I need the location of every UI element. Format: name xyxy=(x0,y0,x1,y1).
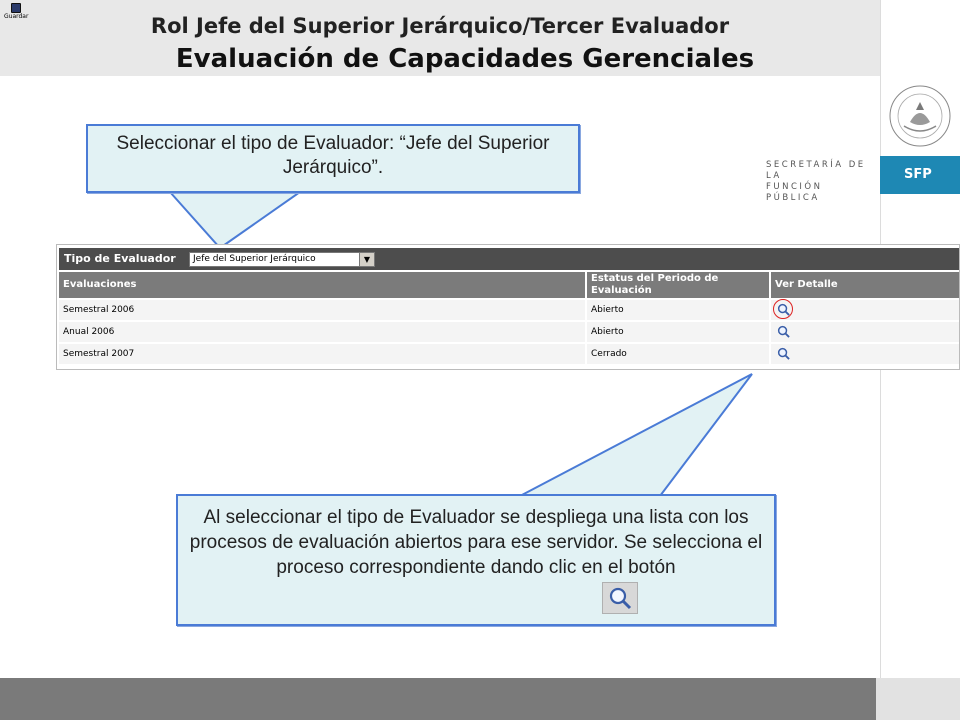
column-header-estatus: Estatus del Periodo de Evaluación xyxy=(587,272,769,298)
table-cell-detalle xyxy=(771,322,959,342)
institution-line-2: FUNCIÓN PÚBLICA xyxy=(766,182,823,203)
callout-open-processes-text: Al seleccionar el tipo de Evaluador se despliega una lista con los procesos de evaluación abiertos para ese servidor. Se selecciona el proceso correspondiente dando clic en el botón xyxy=(189,507,763,578)
column-header-detalle: Ver Detalle xyxy=(771,272,959,298)
evaluator-type-value: Jefe del Superior Jerárquico xyxy=(193,254,316,264)
footer-band xyxy=(0,678,876,720)
evaluator-type-row xyxy=(59,248,959,270)
magnifier-icon[interactable] xyxy=(777,303,790,316)
column-header-evaluaciones: Evaluaciones xyxy=(59,272,585,298)
evaluator-type-select[interactable] xyxy=(189,252,375,267)
table-cell-estatus: Abierto xyxy=(587,300,769,320)
chevron-down-icon[interactable]: ▼ xyxy=(359,253,374,266)
page-title-role: Rol Jefe del Superior Jerárquico/Tercer Evaluador xyxy=(150,14,730,38)
evaluator-type-label: Tipo de Evaluador xyxy=(64,252,176,265)
magnifier-icon xyxy=(603,583,637,613)
magnifier-icon[interactable] xyxy=(777,347,790,360)
magnifier-icon[interactable] xyxy=(777,325,790,338)
view-detail-button-sample xyxy=(602,582,638,614)
table-cell-evaluacion: Semestral 2007 xyxy=(59,344,585,364)
evaluations-panel xyxy=(56,244,960,370)
table-cell-estatus: Abierto xyxy=(587,322,769,342)
table-cell-detalle xyxy=(771,300,959,320)
table-cell-estatus: Cerrado xyxy=(587,344,769,364)
save-button-label: Guardar xyxy=(4,13,29,20)
table-cell-detalle xyxy=(771,344,959,364)
sfp-logo: SFP xyxy=(880,156,960,194)
page-title: Evaluación de Capacidades Gerenciales xyxy=(175,44,755,74)
table-cell-evaluacion: Anual 2006 xyxy=(59,322,585,342)
table-cell-evaluacion: Semestral 2006 xyxy=(59,300,585,320)
institution-line-1: SECRETARÍA DE LA xyxy=(766,160,866,181)
footer-band-right xyxy=(876,678,960,720)
callout-select-evaluator-text: Seleccionar el tipo de Evaluador: “Jefe del Superior Jerárquico”. xyxy=(116,133,550,178)
